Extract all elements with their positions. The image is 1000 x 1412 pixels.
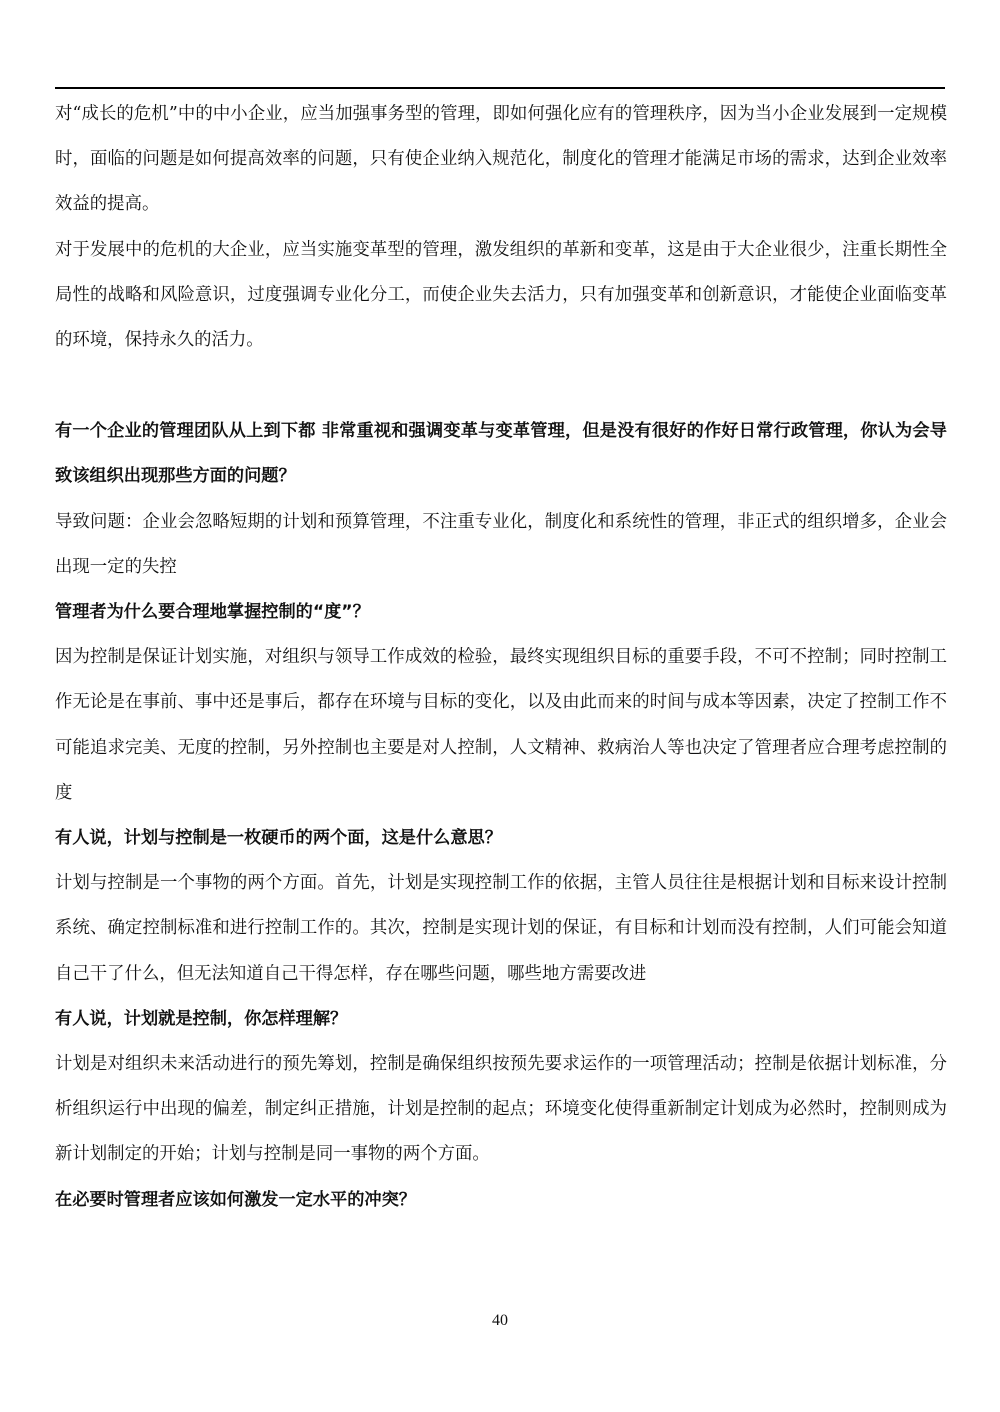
answer-plan-is-control: 计划是对组织未来活动进行的预先筹划，控制是确保组织按预先要求运作的一项管理活动；控制是依据计划标准，分析组织运行中出现的偏差，制定纠正措施，计划是控制的起点；环境变化使得重新制定计划成为必然时，控制则成为新计划制定的开始；计划与控制是同一事物的两个方面。 [55,1054,947,1165]
paragraph-small-enterprise: 对“成长的危机”中的中小企业，应当加强事务型的管理，即如何强化应有的管理秩序，因为当小企业发展到一定规模时，面临的问题是如何提高效率的问题，只有使企业纳入规范化，制度化的管理才能满足市场的需求，达到企业效率效益的提高。 [55,104,947,215]
question-heading-plan-is-control: 有人说，计划就是控制，你怎样理解？ [55,1008,348,1029]
question-heading-change-management: 有一个企业的管理团队从上到下都 非常重视和强调变革与变革管理，但是没有很好的作好日常行政管理，你认为会导致该组织出现那些方面的问题？ [55,421,947,487]
page-body [55,92,947,1223]
answer-change-management: 导致问题：企业会忽略短期的计划和预算管理，不注重专业化，制度化和系统性的管理，非正式的组织增多，企业会出现一定的失控 [55,511,947,577]
question-heading-conflict: 在必要时管理者应该如何激发一定水平的冲突？ [55,1189,416,1210]
header-rule [55,87,945,89]
paragraph-large-enterprise: 对于发展中的危机的大企业，应当实施变革型的管理，激发组织的革新和变革，这是由于大企业很少，注重长期性全局性的战略和风险意识，过度强调专业化分工，而使企业失去活力，只有加强变革和创新意识，才能使企业面临变革的环境，保持永久的活力。 [55,239,947,351]
question-heading-two-sides-coin: 有人说，计划与控制是一枚硬币的两个面，这是什么意思？ [55,828,502,849]
blank-line [55,363,947,409]
answer-control-degree: 因为控制是保证计划实施，对组织与领导工作成效的检验，最终实现组织目标的重要手段，不可不控制；同时控制工作无论是在事前、事中还是事后，都存在环境与目标的变化，以及由此而来的时间与成本等因素，决定了控制工作不可能追求完美、无度的控制，另外控制也主要是对人控制，人文精神、救病治人等也决定了管理者应合理考虑控制的度 [55,647,947,803]
question-heading-control-degree: 管理者为什么要合理地掌握控制的“度”？ [55,602,370,623]
answer-two-sides-coin: 计划与控制是一个事物的两个方面。首先，计划是实现控制工作的依据，主管人员往往是根据计划和目标来设计控制系统、确定控制标准和进行控制工作的。其次，控制是实现计划的保证，有目标和计划而没有控制，人们可能会知道自己干了什么，但无法知道自己干得怎样，存在哪些问题，哪些地方需要改进 [55,873,947,984]
page-number: 40 [492,1312,508,1329]
